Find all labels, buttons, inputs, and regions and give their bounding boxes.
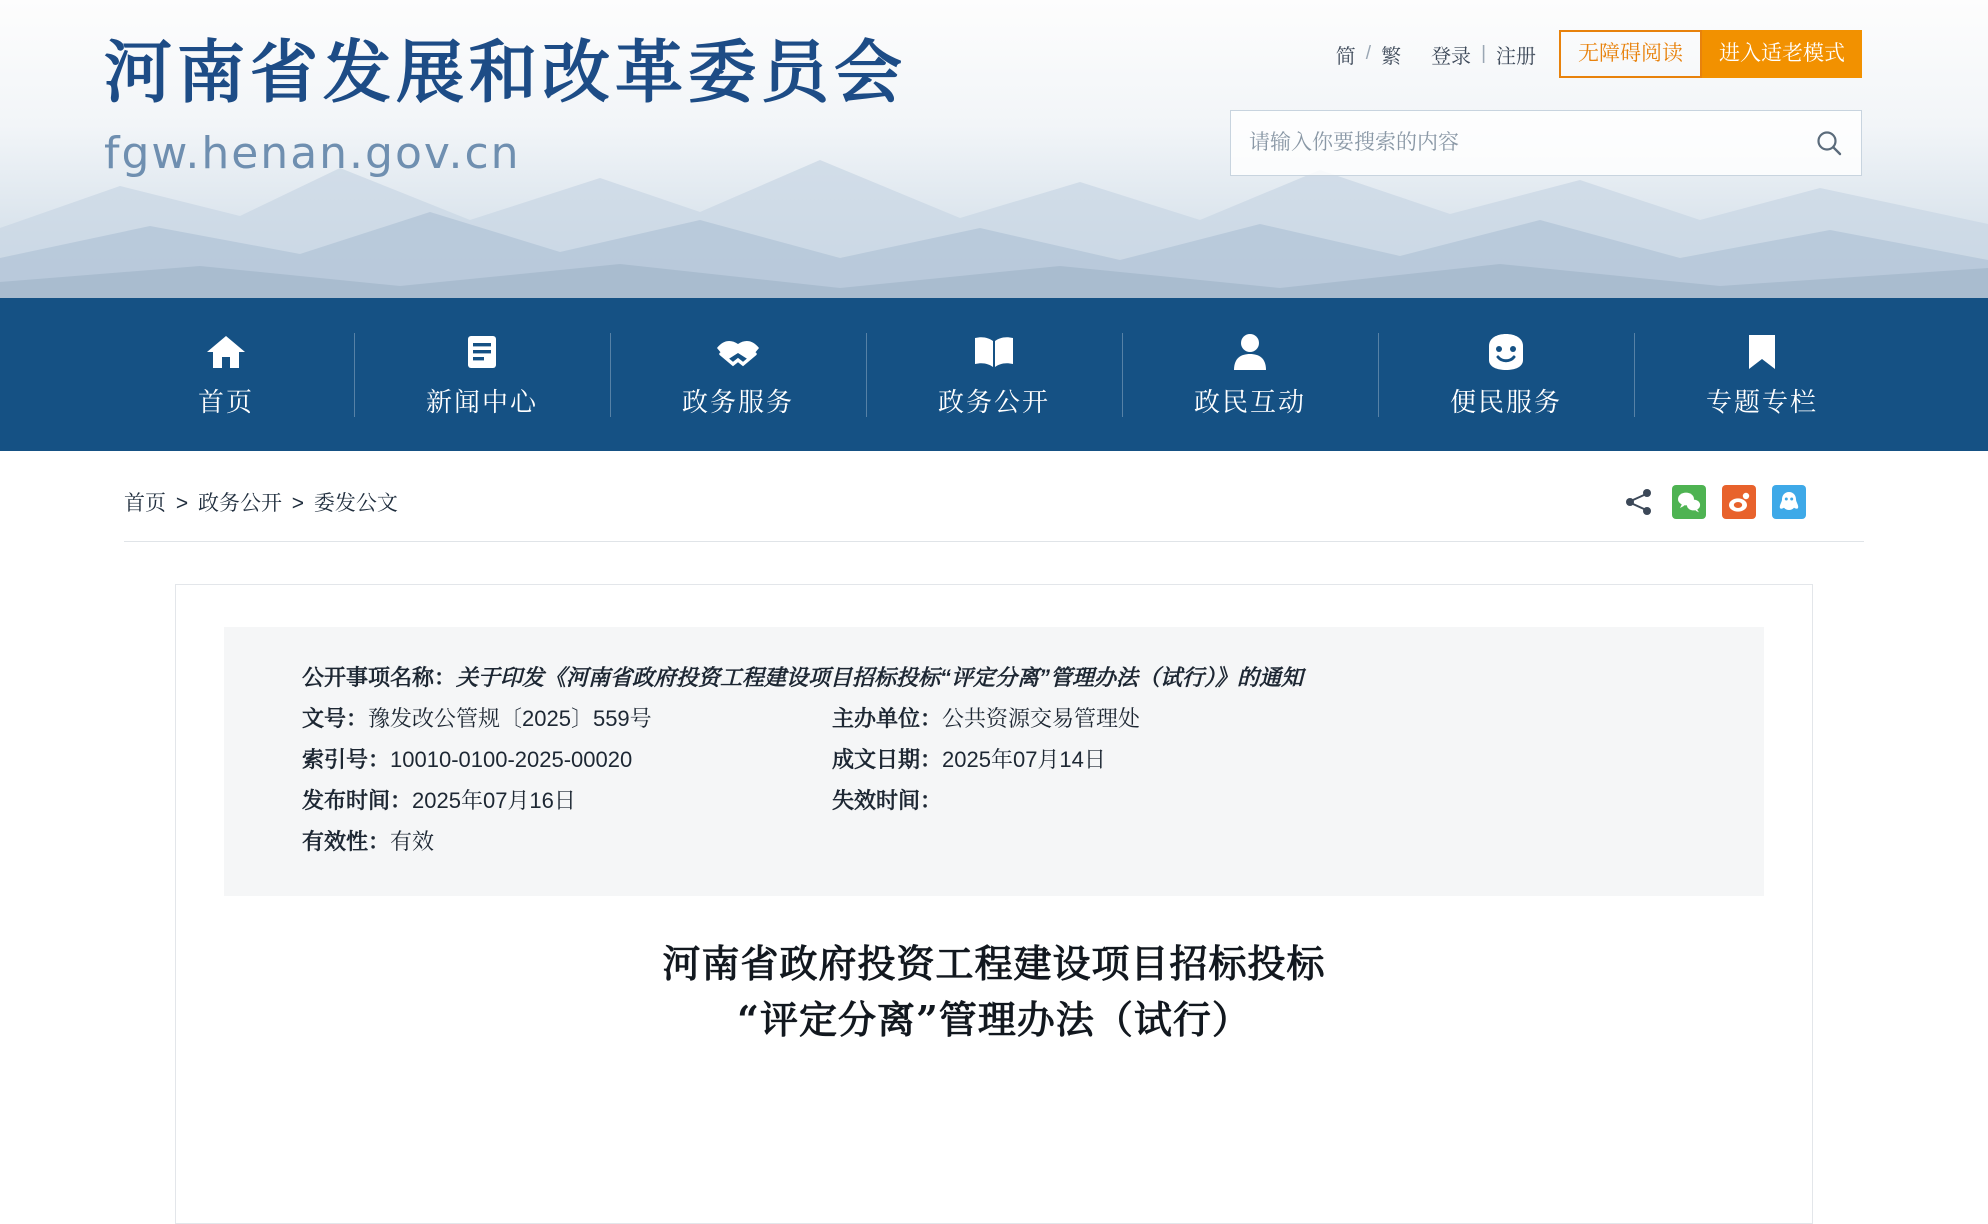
breadcrumb-bar <box>0 451 1988 542</box>
meta-grid <box>302 698 1686 862</box>
meta-label-validity: 有效性： <box>302 829 391 854</box>
site-title: 河南省发展和改革委员会 <box>104 34 908 113</box>
search-button[interactable] <box>1797 111 1861 175</box>
nav-item-home[interactable] <box>98 327 354 423</box>
top-tools <box>1329 30 1862 78</box>
breadcrumb-current: 委发公文 <box>313 492 398 515</box>
meta-label-index: 索引号： <box>302 747 391 772</box>
nav-item-special-columns[interactable] <box>1634 327 1890 423</box>
breadcrumb-section-link[interactable]: 政务公开 <box>197 492 282 515</box>
document-title-line-1: 河南省政府投资工程建设项目招标投标 <box>662 941 1326 986</box>
meta-value-index: 10010-0100-2025-00020 <box>390 747 633 772</box>
meta-row-org <box>832 698 1686 739</box>
login-link[interactable]: 登录 <box>1431 45 1472 68</box>
meta-value-validity: 有效 <box>390 829 435 854</box>
meta-value-name: 关于印发《河南省政府投资工程建设项目招标投标“评定分离”管理办法（试行）》的通知 <box>456 665 1304 690</box>
meta-label-org: 主办单位： <box>832 706 943 731</box>
document-title-line-2: “评定分离”管理办法（试行） <box>737 997 1251 1042</box>
meta-label-publish-date: 发布时间： <box>302 788 413 813</box>
lang-separator: / <box>1365 43 1372 64</box>
meta-label-expire-date: 失效时间： <box>832 788 943 813</box>
meta-value-publish-date: 2025年07月16日 <box>412 788 576 813</box>
bookmark-icon <box>1744 330 1780 374</box>
smile-face-icon <box>1485 330 1527 374</box>
meta-row-name <box>302 657 1686 698</box>
article-meta-box <box>224 627 1764 896</box>
tools-divider: | <box>1481 43 1486 64</box>
search-input[interactable] <box>1231 131 1797 155</box>
meta-row-index <box>302 739 832 780</box>
meta-row-doc-no <box>302 698 832 739</box>
nav-label-convenience-service: 便民服务 <box>1449 387 1562 417</box>
nav-item-news[interactable] <box>354 327 610 423</box>
nav-label-home: 首页 <box>197 387 254 417</box>
meta-row-validity <box>302 821 832 862</box>
share-row <box>1622 485 1864 519</box>
share-nodes-icon[interactable] <box>1622 485 1656 519</box>
nav-item-government-service[interactable] <box>610 327 866 423</box>
meta-value-org: 公共资源交易管理处 <box>942 706 1141 731</box>
main-navigation <box>0 298 1988 451</box>
breadcrumb <box>124 487 398 517</box>
meta-row-expire-date <box>832 780 1686 821</box>
weibo-icon[interactable] <box>1722 485 1756 519</box>
nav-label-government-disclosure: 政务公开 <box>937 387 1050 417</box>
document-title <box>176 936 1812 1048</box>
meta-label-name: 公开事项名称： <box>302 665 457 690</box>
breadcrumb-separator-1: > <box>175 492 189 515</box>
search-icon <box>1813 127 1845 159</box>
wechat-icon[interactable] <box>1672 485 1706 519</box>
nav-item-citizen-interaction[interactable] <box>1122 327 1378 423</box>
breadcrumb-separator-2: > <box>291 492 305 515</box>
nav-item-convenience-service[interactable] <box>1378 327 1634 423</box>
nav-label-government-service: 政务服务 <box>681 387 794 417</box>
site-banner <box>0 0 1988 298</box>
nav-label-news: 新闻中心 <box>425 387 538 417</box>
elder-mode-button[interactable]: 进入适老模式 <box>1702 30 1862 78</box>
site-brand <box>104 34 907 179</box>
site-url: fgw.henan.gov.cn <box>104 128 521 180</box>
lang-simplified-link[interactable]: 简 <box>1335 45 1356 68</box>
lang-traditional-link[interactable]: 繁 <box>1381 45 1402 68</box>
accessible-reading-button[interactable]: 无障碍阅读 <box>1559 30 1702 78</box>
meta-label-written-date: 成文日期： <box>832 747 943 772</box>
register-link[interactable]: 注册 <box>1496 45 1536 68</box>
meta-value-doc-no: 豫发改公管规〔2025〕559号 <box>368 706 652 731</box>
book-icon <box>971 330 1017 374</box>
breadcrumb-home-link[interactable]: 首页 <box>124 492 166 515</box>
handshake-icon <box>715 330 761 374</box>
meta-row-empty <box>832 821 1686 862</box>
nav-label-citizen-interaction: 政民互动 <box>1193 387 1306 417</box>
nav-item-government-disclosure[interactable] <box>866 327 1122 423</box>
qq-icon[interactable] <box>1772 485 1806 519</box>
meta-row-written-date <box>832 739 1686 780</box>
meta-label-doc-no: 文号： <box>302 706 369 731</box>
meta-row-publish-date <box>302 780 832 821</box>
search-box[interactable] <box>1230 110 1862 176</box>
person-icon <box>1231 330 1269 374</box>
news-icon <box>462 330 502 374</box>
home-icon <box>205 330 247 374</box>
article-card <box>175 584 1813 1224</box>
meta-value-written-date: 2025年07月14日 <box>942 747 1106 772</box>
nav-label-special-columns: 专题专栏 <box>1705 387 1818 417</box>
